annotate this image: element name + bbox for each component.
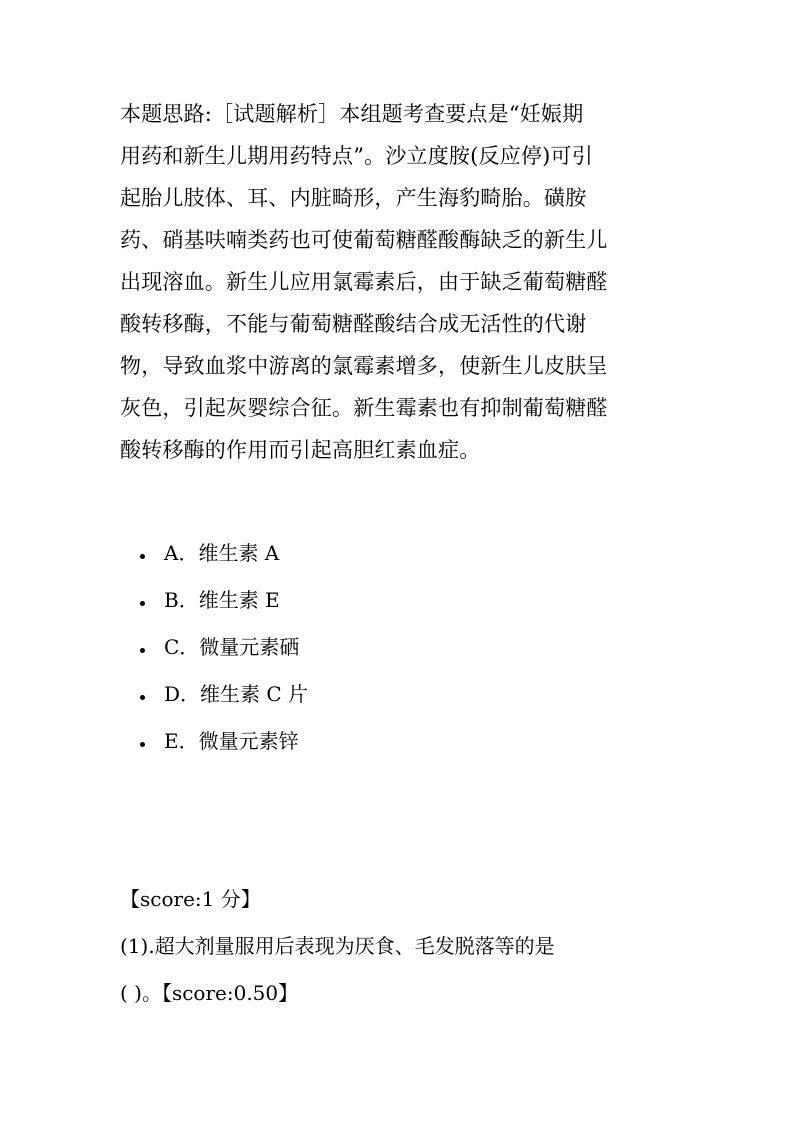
- option-label: C．微量元素硒: [164, 635, 300, 659]
- option-d: [140, 671, 308, 718]
- explanation-line: 物，导致血浆中游离的氯霉素增多，使新生儿皮肤呈: [120, 354, 608, 378]
- option-label: D．维生素 C 片: [164, 682, 309, 706]
- bullet-icon: [140, 554, 145, 559]
- explanation-line: 药、硝基呋喃类药也可使葡萄糖醛酸酶缺乏的新生儿: [120, 228, 608, 252]
- explanation-line: 灰色，引起灰婴综合征。新生霉素也有抑制葡萄糖醛: [120, 396, 608, 420]
- explanation-paragraph: [120, 93, 680, 471]
- bullet-icon: [140, 695, 145, 700]
- question-stem-line: (1).超大剂量服用后表现为厌食、毛发脱落等的是: [120, 934, 555, 958]
- explanation-line: 酸转移酶的作用而引起高胆红素血症。: [120, 438, 481, 462]
- option-label: B．维生素 E: [164, 588, 280, 612]
- bullet-icon: [140, 742, 145, 747]
- option-a: [140, 530, 308, 577]
- option-label: E．微量元素锌: [164, 729, 299, 753]
- explanation-line: 酸转移酶，不能与葡萄糖醛酸结合成无活性的代谢: [120, 312, 587, 336]
- explanation-line: 出现溶血。新生儿应用氯霉素后，由于缺乏葡萄糖醛: [120, 270, 608, 294]
- option-label: A．维生素 A: [164, 541, 280, 565]
- explanation-line: 本题思路:［试题解析］本组题考查要点是“妊娠期: [120, 102, 584, 126]
- score-label: 【score:1 分】: [120, 887, 261, 911]
- bullet-icon: [140, 601, 145, 606]
- question-block: [120, 876, 555, 1017]
- option-e: [140, 718, 308, 765]
- option-b: [140, 577, 308, 624]
- answer-options-list: [140, 530, 308, 765]
- question-stem-line: ( )。【score:0.50】: [120, 981, 299, 1005]
- option-c: [140, 624, 308, 671]
- bullet-icon: [140, 648, 145, 653]
- explanation-line: 起胎儿肢体、耳、内脏畸形，产生海豹畸胎。磺胺: [120, 186, 587, 210]
- explanation-line: 用药和新生儿期用药特点”。沙立度胺(反应停)可引: [120, 144, 593, 168]
